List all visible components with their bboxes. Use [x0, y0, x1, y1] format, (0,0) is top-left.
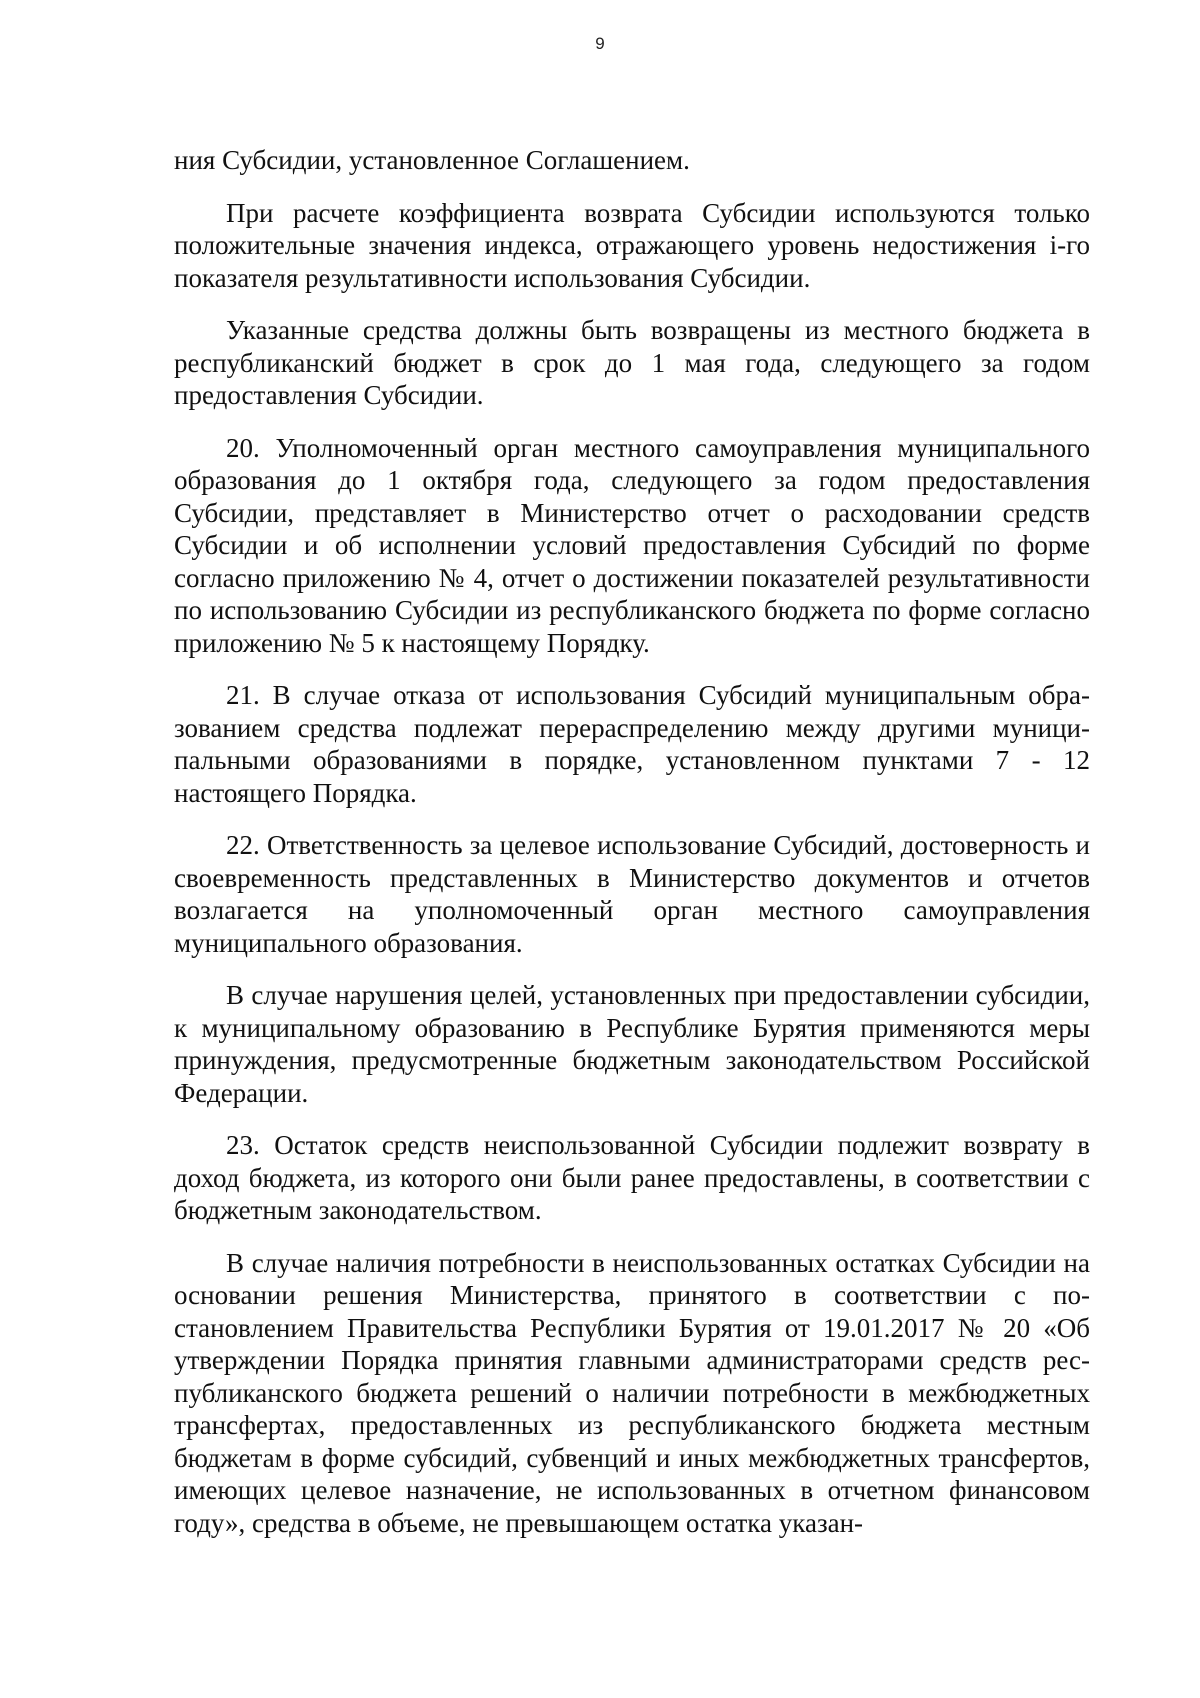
paragraph-return-coefficient: При расчете коэффициента возврата Субсидии используются только положительные значения индекса, отражающего уровень недостижения i-го показателя результативности использования Субсидии. — [174, 197, 1090, 293]
paragraph-item-23: 23. Остаток средств неиспользованной Субсидии подлежит возврату в доход бюджета, из которого они были ранее предоставлены, в соответствии с бюджетным законодательством. — [174, 1130, 1090, 1225]
page-number: 9 — [595, 34, 605, 53]
paragraph-item-20: 20. Уполномоченный орган местного самоуправления муниципального образования до 1 октября года, следующего за годом предоставления Субсидии, представляет в Министерство отчет о расходовании средств Субсидии и об исполнении условий предоставления Субсидий по форме согласно приложению № 4, отчет о достижении показателей результативности по использованию Субсидии из республиканского бюджета по форме согласно приложению № 5 к настоящему Порядку. — [174, 432, 1090, 658]
paragraph-violation-measures: В случае нарушения целей, установленных при предоставлении субсидии, к муниципальному образованию в Республике Бурятия применяются меры принуждения, предусмотренные бюджетным законодательством Российской Федерации. — [174, 980, 1090, 1108]
document-body — [174, 144, 1090, 1559]
paragraph-continuation: ния Субсидии, установленное Соглашением. — [174, 145, 690, 175]
paragraph-unused-balances: В случае наличия потребности в неиспользованных остатках Субсидии на основании решения Министерства, принятого в соответствии с постановлением Правительства Республики Бурятия от 19.01.2017 № 20 «Об утверждении Порядка принятия главными администраторами средств республиканского бюджета решений о наличии потребности в межбюджетных трансфертах, предоставленных из республиканского бюджета местным бюджетам в форме субсидий, субвенций и иных межбюджетных трансфертов, имеющих целевое назначение, не использованных в отчетном финансовом году», средства в объеме, не превышающем остатка указан- — [174, 1247, 1090, 1538]
paragraph-item-22: 22. Ответственность за целевое использование Субсидий, достоверность и своевременность представленных в Министерство документов и отчетов возлагается на уполномоченный орган местного самоуправления муниципального образования. — [174, 830, 1090, 958]
paragraph-return-deadline: Указанные средства должны быть возвращены из местного бюджета в республиканский бюджет в срок до 1 мая года, следующего за годом предоставления Субсидии. — [174, 315, 1090, 410]
paragraph-item-21: 21. В случае отказа от использования Субсидий муниципальным образованием средства подлежат перераспределению между другими муниципальными образованиями в порядке, установленном пунктами 7 - 12 настоящего Порядка. — [174, 680, 1090, 808]
